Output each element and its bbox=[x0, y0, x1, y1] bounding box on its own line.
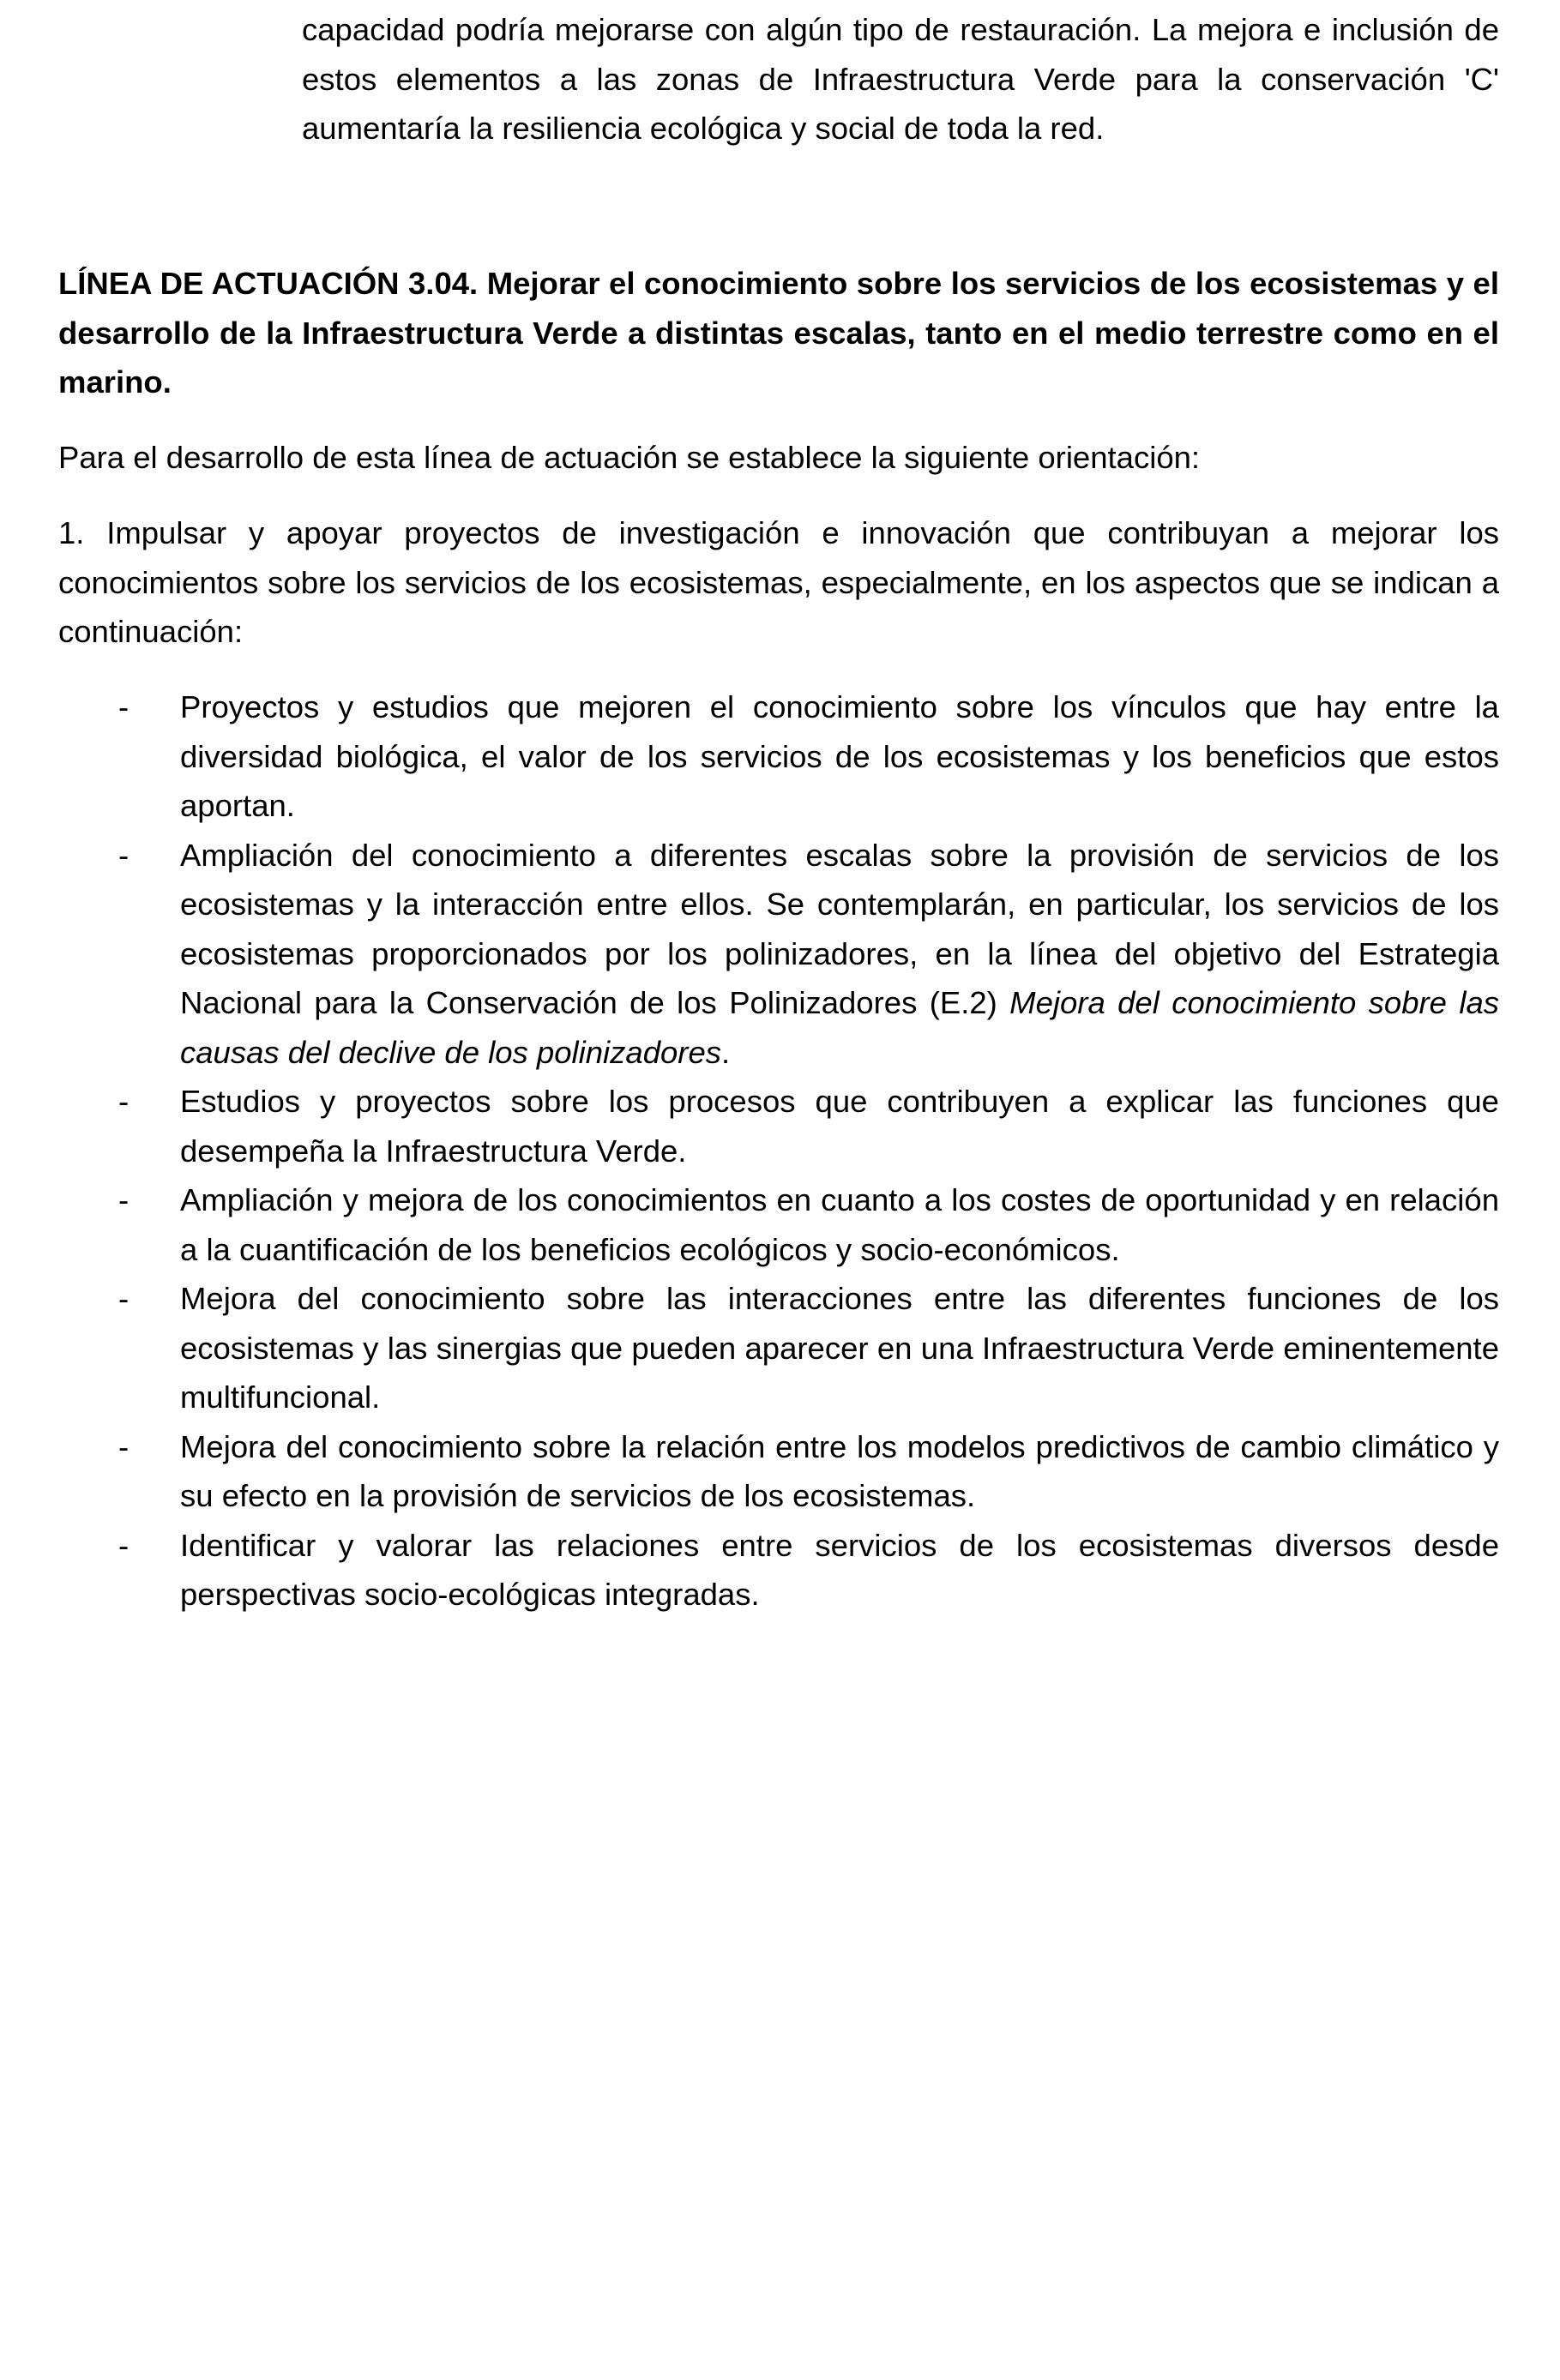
list-item-text: Estudios y proyectos sobre los procesos que contribuyen a explicar las funciones que desempeña la Infraestructura Verde. bbox=[180, 1084, 1499, 1169]
list-item bbox=[58, 1077, 1499, 1175]
bullet-dash: - bbox=[118, 1182, 129, 1217]
list-item bbox=[58, 1274, 1499, 1422]
section-separator: . bbox=[469, 266, 487, 301]
bullet-dash: - bbox=[118, 689, 129, 724]
bullet-dash: - bbox=[118, 1527, 129, 1563]
bullet-dash: - bbox=[118, 837, 129, 873]
list-item-text: Ampliación y mejora de los conocimientos en cuanto a los costes de oportunidad y en relación a la cuantificación de los beneficios ecológicos y socio-económicos. bbox=[180, 1182, 1499, 1267]
list-item bbox=[58, 1521, 1499, 1620]
list-item bbox=[58, 682, 1499, 831]
aspects-list bbox=[58, 682, 1499, 1620]
list-item-text: Proyectos y estudios que mejoren el conocimiento sobre los vínculos que hay entre la diversidad biológica, el valor de los servicios de los ecosistemas y los beneficios que estos aportan. bbox=[180, 689, 1499, 823]
bullet-dash: - bbox=[118, 1428, 129, 1464]
point-1-paragraph: 1. Impulsar y apoyar proyectos de investigación e innovación que contribuyan a mejorar los conocimientos sobre los servicios de los ecosistemas, especialmente, en los aspectos que se indican a continuación: bbox=[58, 515, 1499, 649]
list-item-italic-title: Mejora del conocimiento sobre las causas del declive de los polinizadores bbox=[180, 985, 1499, 1070]
bullet-dash: - bbox=[118, 1084, 129, 1119]
list-item bbox=[58, 1422, 1499, 1521]
list-item-tail: . bbox=[721, 1034, 731, 1070]
list-item bbox=[58, 1175, 1499, 1274]
list-item-text: Identificar y valorar las relaciones entre servicios de los ecosistemas diversos desde perspectivas socio-ecológicas integradas. bbox=[180, 1527, 1499, 1612]
intro-paragraph: capacidad podría mejorarse con algún tipo de restauración. La mejora e inclusión de estos elementos a las zonas de Infraestructura Verde para la conservación 'C' aumentaría la resiliencia ecológica y social de toda la red. bbox=[302, 12, 1499, 146]
list-item-text: Mejora del conocimiento sobre la relación entre los modelos predictivos de cambio climático y su efecto en la provisión de servicios de los ecosistemas. bbox=[180, 1428, 1499, 1513]
section-title: Mejorar el conocimiento sobre los servicios de los ecosistemas y el desarrollo de la Infraestructura Verde a distintas escalas, tanto en el medio terrestre como en el marino. bbox=[58, 266, 1499, 400]
list-item-text: Mejora del conocimiento sobre las interacciones entre las diferentes funciones de los ecosistemas y las sinergias que pueden aparecer en una Infraestructura Verde eminentemente multifuncional. bbox=[180, 1281, 1499, 1415]
orientation-intro: Para el desarrollo de esta línea de actuación se establece la siguiente orientación: bbox=[58, 440, 1201, 475]
list-item-text: Ampliación del conocimiento a diferentes escalas sobre la provisión de servicios de los ecosistemas y la interacción entre ellos. Se contemplarán, en particular, los servicios de los ecosistemas proporcionados por los polinizadores, en la línea del objetivo del Estrategia Nacional para la Conservación de los Polinizadores (E.2) bbox=[180, 837, 1499, 1020]
list-item bbox=[58, 831, 1499, 1078]
section-label: LÍNEA DE ACTUACIÓN 3.04 bbox=[58, 266, 470, 301]
section-heading bbox=[58, 259, 1499, 407]
bullet-dash: - bbox=[118, 1281, 129, 1316]
